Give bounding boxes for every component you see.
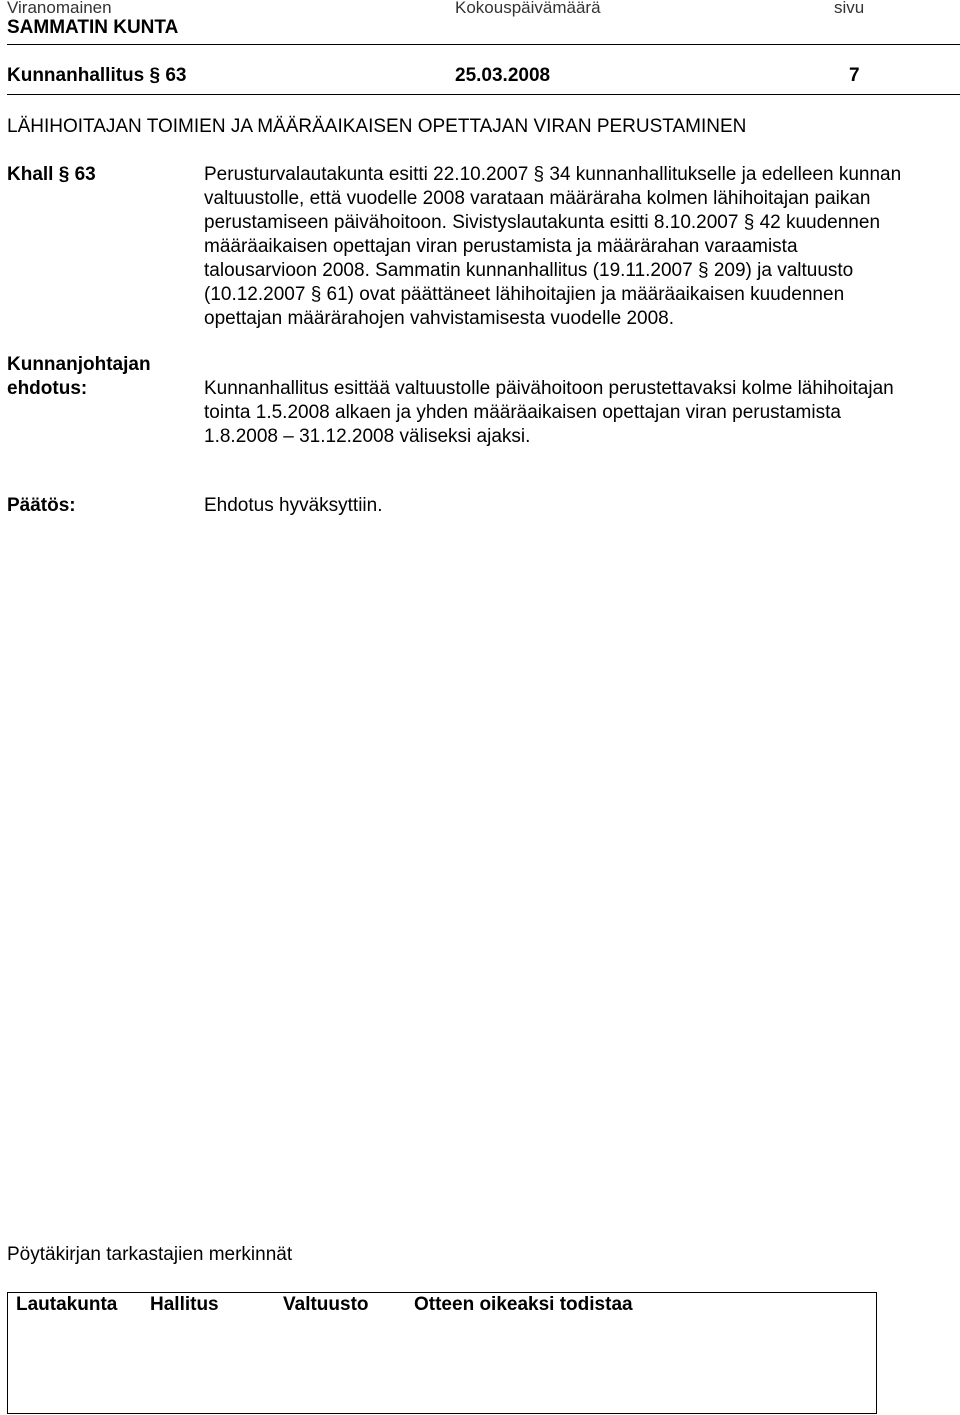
proposal-text xyxy=(204,377,952,449)
text-line: Kunnanhallitus esittää valtuustolle päivähoitoon perustettavaksi kolme lähihoitajan xyxy=(204,378,894,399)
text-line: valtuustolle, että vuodelle 2008 varataan määräraha kolmen lähihoitajan paikan xyxy=(204,188,871,209)
meeting-page-number: 7 xyxy=(849,65,860,86)
proposal-label-line2: ehdotus: xyxy=(7,378,88,399)
signature-column-certification: Otteen oikeaksi todistaa xyxy=(414,1294,633,1315)
signature-row xyxy=(8,1293,877,1414)
text-line: perustamiseen päivähoitoon. Sivistyslautakunta esitti 8.10.2007 § 42 kuudennen xyxy=(204,212,881,233)
item-reference-label: Khall § 63 xyxy=(7,164,96,185)
text-line: opettajan määrärahojen vahvistamisesta vuodelle 2008. xyxy=(204,308,675,329)
meeting-divider xyxy=(7,94,960,95)
decision-text: Ehdotus hyväksyttiin. xyxy=(204,495,383,516)
header-label-page: sivu xyxy=(834,0,865,17)
meeting-date: 25.03.2008 xyxy=(455,65,551,86)
signature-column-lautakunta: Lautakunta xyxy=(16,1294,118,1315)
header-label-authority: Viranomainen xyxy=(7,0,112,17)
text-line: talousarvioon 2008. Sammatin kunnanhallitus (19.11.2007 § 209) ja valtuusto xyxy=(204,260,854,281)
section-title: LÄHIHOITAJAN TOIMIEN JA MÄÄRÄAIKAISEN OPETTAJAN VIRAN PERUSTAMINEN xyxy=(7,116,747,137)
meeting-body: Kunnanhallitus § 63 xyxy=(7,65,187,86)
signature-column-valtuusto: Valtuusto xyxy=(283,1294,369,1315)
proposal-label-line1: Kunnanjohtajan xyxy=(7,354,151,375)
text-line: Perusturvalautakunta esitti 22.10.2007 § 34 kunnanhallitukselle ja edelleen kunnan xyxy=(204,164,902,185)
header-label-meeting-date: Kokouspäivämäärä xyxy=(455,0,601,17)
organization-name: SAMMATIN KUNTA xyxy=(7,17,179,38)
text-line: tointa 1.5.2008 alkaen ja yhden määräaikaisen opettajan viran perustamista xyxy=(204,402,841,423)
signature-table xyxy=(7,1292,877,1414)
item-background-text xyxy=(204,163,952,331)
text-line: määräaikaisen opettajan viran perustamista ja määrärahan varaamista xyxy=(204,236,798,257)
text-line: 1.8.2008 – 31.12.2008 väliseksi ajaksi. xyxy=(204,426,531,447)
footer-title: Pöytäkirjan tarkastajien merkinnät xyxy=(7,1244,293,1265)
header-divider xyxy=(7,44,960,45)
proposal-label xyxy=(7,353,151,401)
decision-label: Päätös: xyxy=(7,495,76,516)
text-line: (10.12.2007 § 61) ovat päättäneet lähihoitajien ja määräaikaisen kuudennen xyxy=(204,284,845,305)
signature-column-hallitus: Hallitus xyxy=(150,1294,219,1315)
